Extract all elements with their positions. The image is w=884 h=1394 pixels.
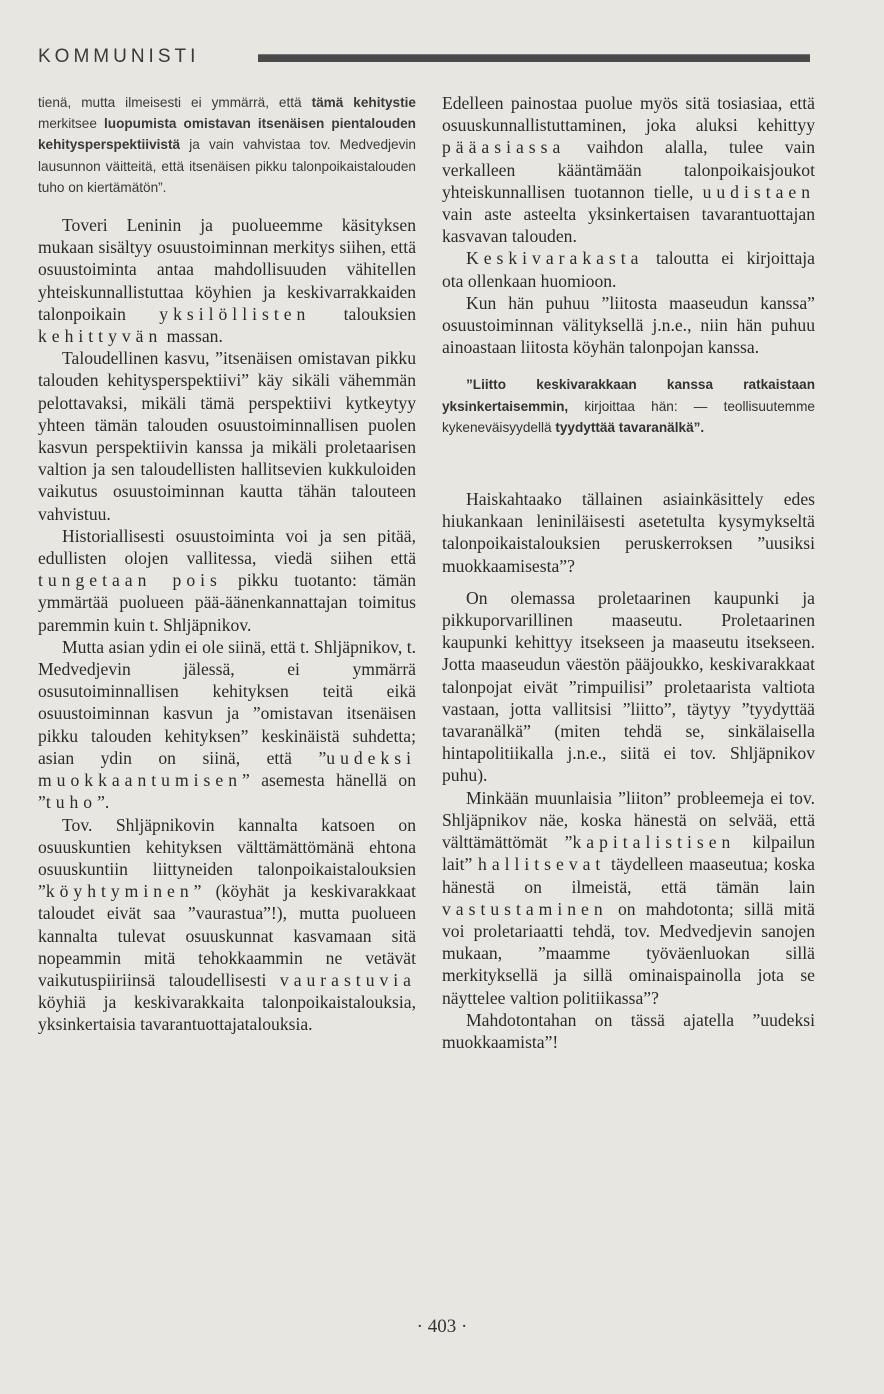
header-rule — [258, 54, 810, 62]
paragraph: Mahdotontahan on tässä ajatella ”uudeksi muokkaamista”! — [442, 1009, 815, 1052]
spaced-text: vastustaminen — [442, 898, 608, 919]
running-head: KOMMUNISTI — [38, 46, 200, 67]
paragraph — [442, 92, 815, 247]
bold-text: luopumista omistavan itsenäisen pientalouden kehitysperspektiivistä — [38, 116, 416, 153]
paragraph: On olemassa proletaarinen kaupunki ja pikkuporvarillinen maaseutu. Proletaarinen kaupunki kehittyy itsekseen ja maaseutu itsekseen. Jotta maaseudun väestön pääjoukko, keskivarakkaat talonpojat eivät ”rimpuilisi” proletaarista valtiota vastaan, jotta vallitsisi ”liitto”, täytyy ”tyydyttää tavaranälkä” (miten tehdä se, sinkälaisella hintapolitiikalla j.n.e., siitä ei tov. Shljäpnikov puhu). — [442, 587, 815, 786]
bold-text: tämä kehitystie — [311, 95, 416, 110]
text-run: Historiallisesti osuustoiminta voi ja sen pitää, edullisten olojen vallitessa, viedä siihen että — [38, 525, 416, 569]
text-run: on mahdotonta; sillä mitä voi proletariaatti tehdä, tov. Medvedjevin sanojen mukaan, ”maamme työväenluokan sillä merkityksellä ja sillä ominaispainolla jota se näyttelee valtion politiikassa”? — [442, 898, 815, 1008]
text-run: Edelleen painostaa puolue myös sitä tosiasiaa, että osuuskunnallistuttaminen, joka aluksi kehittyy — [442, 93, 815, 136]
spaced-text: uudistaen — [702, 181, 815, 202]
left-column — [38, 92, 416, 1036]
text-run: pikku tuotanto: tämän ymmärtää puolueen pää-äänenkannattajan toimitus paremmin kuin t. Shljäpnikov. — [38, 570, 416, 635]
paragraph — [442, 247, 815, 291]
spaced-text: uudeksi muokkaantumisen — [38, 747, 416, 791]
spaced-text: pääasiassa — [442, 137, 566, 158]
spaced-text: hallitsevat — [478, 854, 606, 875]
text-run: Minkään muunlaisia ”liiton” probleemeja ei tov. Shljäpnikov näe, koska hänestä on selvää, että välttämättömät ” — [442, 787, 815, 853]
paragraph — [38, 636, 416, 814]
text-run: kilpailun lait” — [442, 832, 815, 875]
spaced-text: tuho — [45, 792, 98, 813]
spaced-text: kehittyvän — [38, 326, 163, 347]
spaced-text: yksilöllisten — [159, 303, 311, 324]
paragraph: Taloudellinen kasvu, ”itsenäisen omistavan pikku talouden kehitysperspektiivi” käy sikäli vähemmän pelottavaksi, mikäli tämä perspektiivi kytkeytyy yhteen tämän talouden osuustoiminnallisen puolen kasvun perspektiivin kanssa ja mikäli proletaarisen valtion ja sen taloudellisten hallitsevien kukkuloiden vaikutus osuustoiminnan kautta tähän talouteen vahvistuu. — [38, 348, 416, 524]
text-run: ”. — [97, 792, 110, 813]
quotation — [442, 374, 815, 438]
spaced-text: Keskivarakasta — [466, 248, 644, 269]
text-run: vaihdon alalla, tulee vain verkalleen kääntämään talonpoikaisjoukot yhteiskunnallisen tuotannon tielle, — [442, 137, 815, 202]
paragraph: Kun hän puhuu ”liitosta maaseudun kanssa” osuustoiminnan välityksellä j.n.e., niin hän puhuu ainoastaan liitosta köyhän talonpojan kanssa. — [442, 292, 815, 358]
text-run: massan. — [162, 326, 223, 347]
right-column — [442, 92, 815, 1053]
bold-text: ”Liitto keskivarakkaan kanssa ratkaistaan yksinkertaisemmin, — [442, 377, 815, 414]
text-run: Tov. Shljäpnikovin kannalta katsoen on osuuskuntien kehityksen välttämättömänä ehtona osuuskuntiin liittyneiden talonpoikaistalouksien ” — [38, 814, 416, 902]
text-run: köyhiä ja keskivarakkaita talonpoikaistalouksia, yksinkertaisia tavarantuottajatalouksia. — [38, 992, 416, 1035]
text-run: Mutta asian ydin ei ole siinä, että t. Shljäpnikov, t. Medvedjevin jälessä, ei ymmärrä osusutoiminnallisen kehityksen teitä eikä osuustoiminnan kasvun ja ”omistavan itsenäisen pikku talouden kehityksen” keskinäistä suhdetta; asian ydin on siinä, että ” — [38, 636, 416, 768]
paragraph — [38, 814, 416, 1036]
page-header — [38, 44, 812, 72]
text-run: ” (köyhät ja keskivarakkaat taloudet eivät saa ”vaurastua”!), mutta puolueen kannalta tulevat osuuskunnat kasvamaan sitä nopeammin mitä tehokkaammin ne vetävät vaikutuspiiriinsä taloudellisesti — [38, 881, 416, 990]
bold-text: tyydyttää tavaranälkä”. — [555, 419, 705, 435]
text-run: taloutta ei kirjoittaja ota ollenkaan huomioon. — [442, 248, 815, 291]
page-number: · 403 · — [416, 1316, 468, 1337]
spaced-text: tungetaan pois — [38, 570, 222, 591]
text-run: ja vain vahvistaa tov. Medvedjevin lausunnon väitteitä, että itsenäisen pikku talonpoikaistalouden tuho on kiertämätön”. — [38, 137, 416, 195]
section-gap — [442, 438, 815, 488]
text-run: Toveri Leninin ja puolueemme käsityksen mukaan sisältyy osuustoiminnan merkitys siihen, että osuustoiminta antaa mahdollisuuden vähitellen yhteiskunnallistuttaa köyhien ja keskivarrakkaiden talonpoikain — [38, 215, 416, 324]
text-run: ” asemesta hänellä on ” — [38, 770, 416, 813]
text-run: vain aste asteelta yksinkertaisen tavarantuottajan kasvavan talouden. — [442, 204, 815, 247]
spaced-text: vaurastuvia — [279, 969, 416, 990]
paragraph — [38, 214, 416, 347]
text-run: tienä, mutta ilmeisesti ei ymmärrä, että — [38, 95, 312, 110]
paragraph — [38, 525, 416, 636]
paragraph: Haiskahtaako tällainen asiainkäsittely edes hiukankaan leniniläisesti asetetulta kysymykseltä talonpoikaistalouksien peruskerroksen ”uusiksi muokkaamisesta”? — [442, 489, 815, 576]
paragraph — [442, 787, 815, 1009]
text-run: täydelleen maaseutua; koska hänestä on ilmeistä, että tämän lain — [442, 854, 815, 897]
spaced-text: kapitalistisen — [572, 832, 736, 853]
text-run: merkitsee — [38, 116, 104, 132]
text-run: talouksien — [310, 303, 416, 324]
text-run: kirjoittaa hän: — teollisuutemme kykeneväisyydellä — [442, 398, 815, 435]
spaced-text: köyhtyminen — [45, 881, 194, 902]
intro-paragraph — [38, 92, 416, 198]
